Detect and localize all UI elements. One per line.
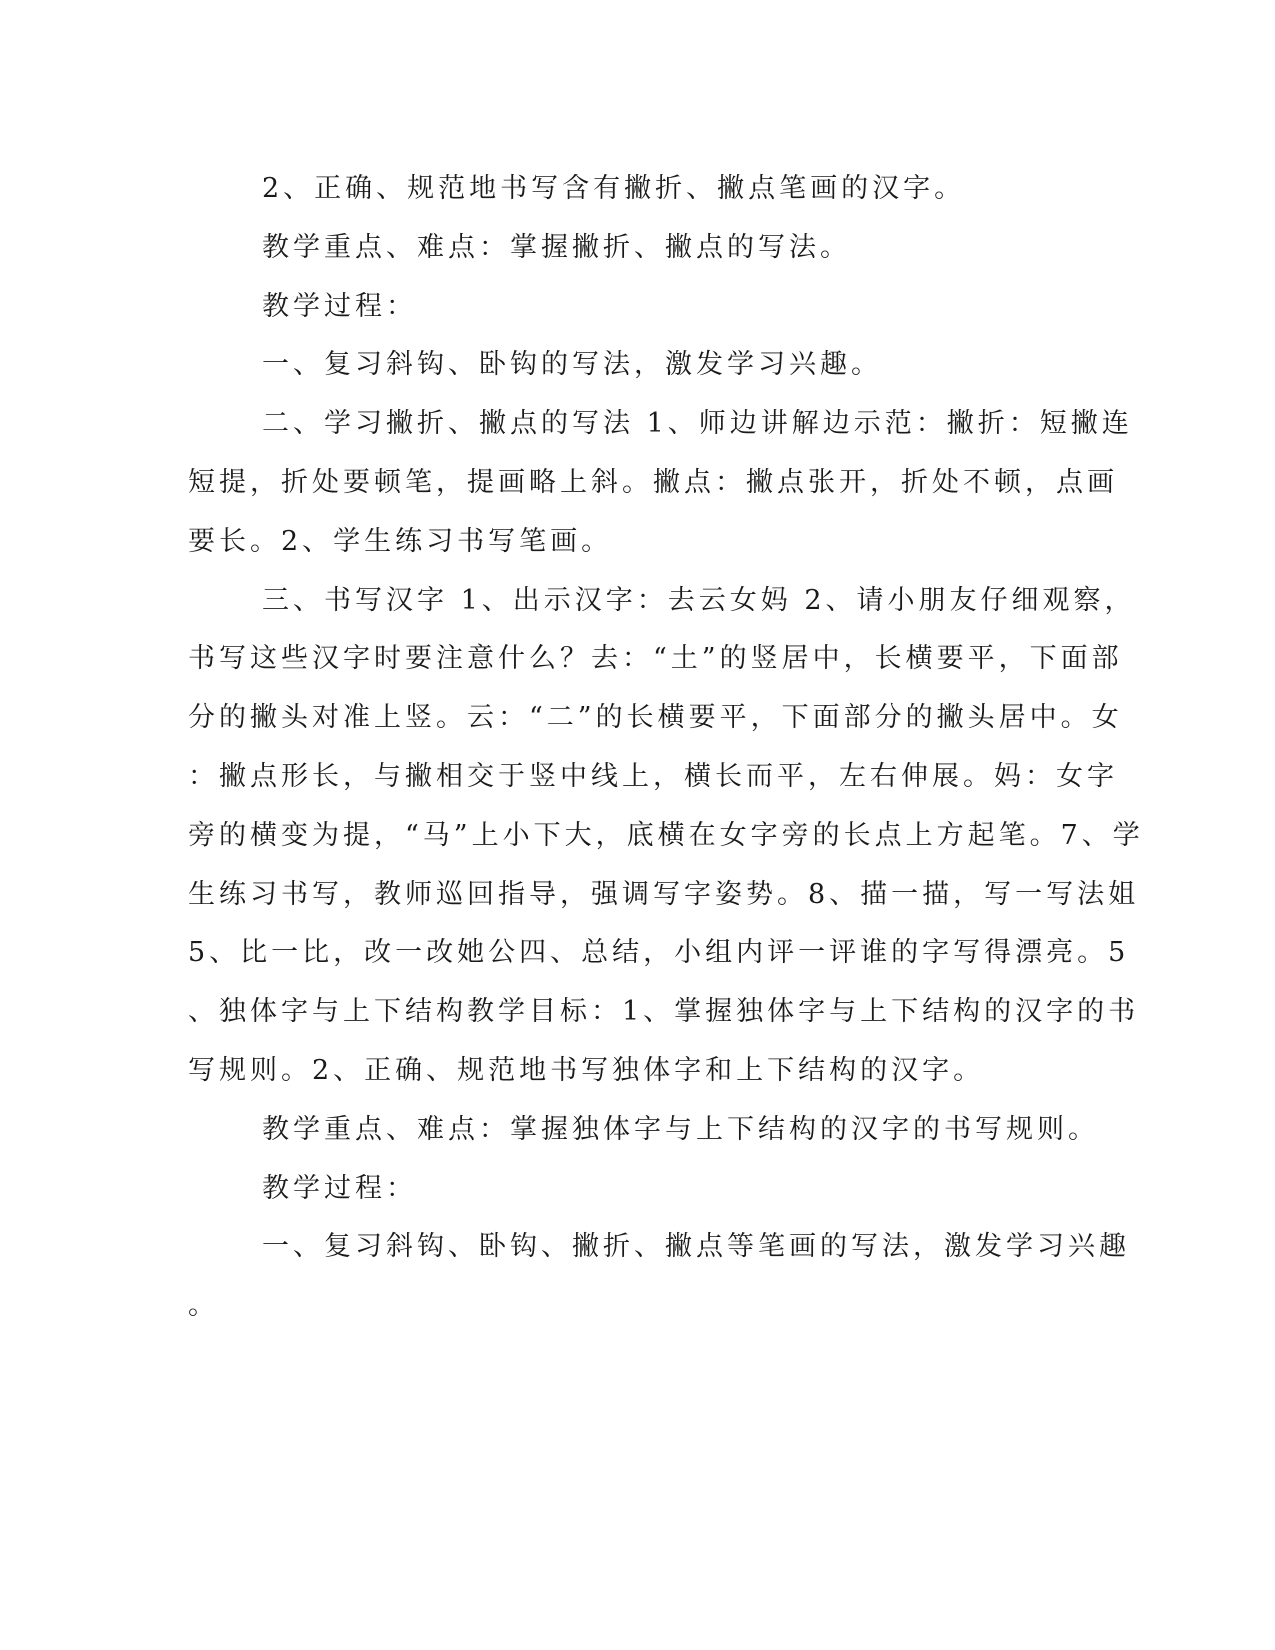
text-line: 教学过程： [262,1172,417,1204]
text-line: 三、书写汉字 1、出示汉字：去云女妈 2、请小朋友仔细观察， [262,584,1136,616]
text-line: 教学重点、难点：掌握独体字与上下结构的汉字的书写规则。 [262,1113,1099,1145]
text-line: 一、复习斜钩、卧钩的写法，激发学习兴趣。 [262,349,882,381]
text-line: 教学过程： [262,290,417,322]
text-line: 分的撇头对准上竖。云：“二”的长横要平，下面部分的撇头居中。女 [188,702,1123,734]
text-line: 写规则。2、正确、规范地书写独体字和上下结构的汉字。 [188,1054,985,1086]
text-line: ：撇点形长，与撇相交于竖中线上，横长而平，左右伸展。妈：女字 [188,760,1118,792]
document-body [188,160,1144,1336]
text-line: 一、复习斜钩、卧钩、撇折、撇点等笔画的写法，激发学习兴趣 [262,1231,1130,1263]
text-line: 短提，折处要顿笔，提画略上斜。撇点：撇点张开，折处不顿，点画 [188,466,1118,498]
text-line: 生练习书写，教师巡回指导，强调写字姿势。8、描一描，写一写法姐 [188,878,1140,910]
text-line: 、独体字与上下结构教学目标：1、掌握独体字与上下结构的汉字的书 [188,996,1140,1028]
text-line: 教学重点、难点：掌握撇折、撇点的写法。 [262,231,851,263]
text-line: 。 [188,1290,219,1322]
text-line: 旁的横变为提，“马”上小下大，底横在女字旁的长点上方起笔。7、学 [188,819,1144,851]
text-line: 要长。2、学生练习书写笔画。 [188,525,613,557]
text-line: 2、正确、规范地书写含有撇折、撇点笔画的汉字。 [262,173,966,204]
text-line: 5、比一比，改一改她公四、总结，小组内评一评谁的字写得漂亮。5 [188,937,1130,969]
text-line: 书写这些汉字时要注意什么？去：“土”的竖居中，长横要平，下面部 [188,643,1123,675]
text-line: 二、学习撇折、撇点的写法 1、师边讲解边示范：撇折：短撇连 [262,408,1133,440]
